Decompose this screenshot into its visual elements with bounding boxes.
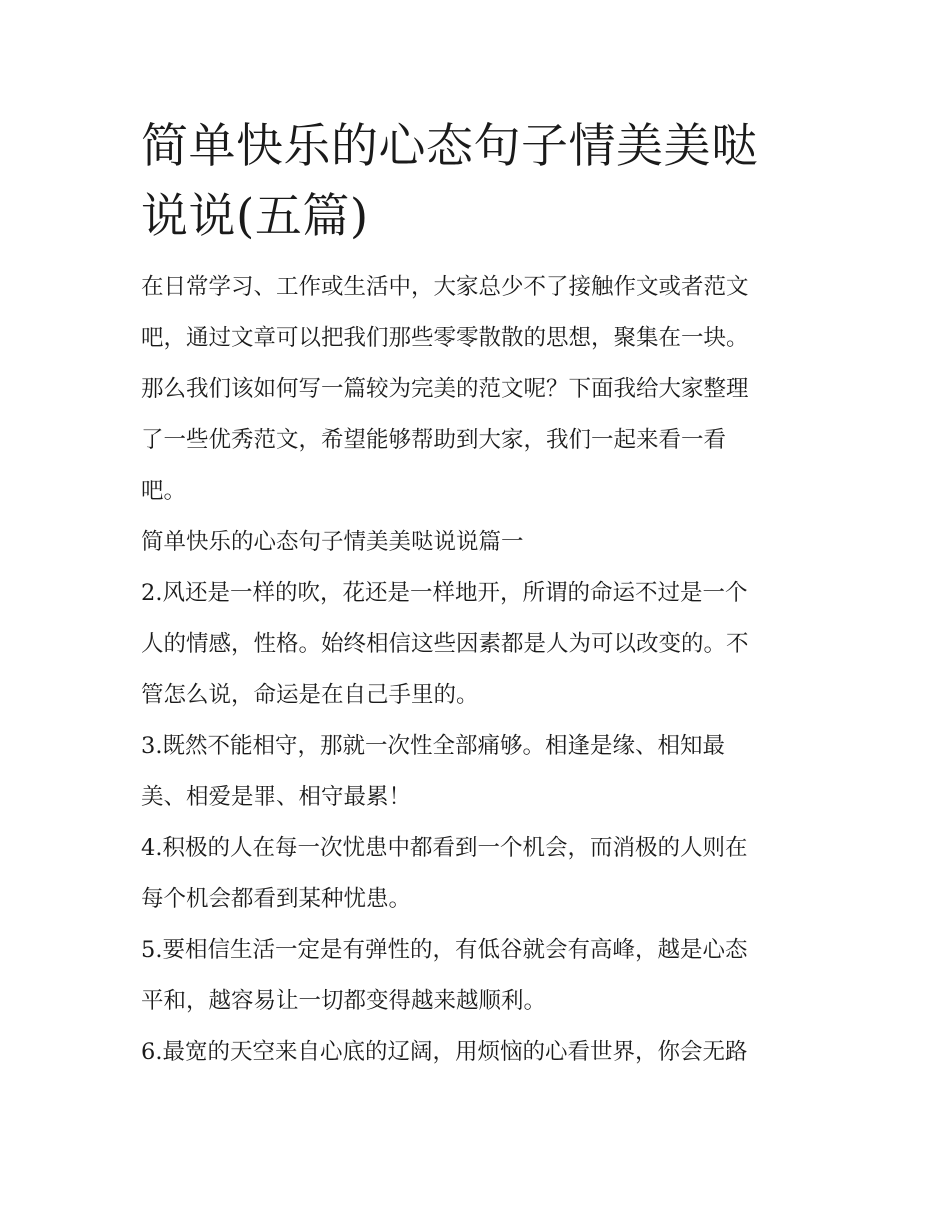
intro-paragraph	[141, 262, 813, 517]
quote-item-5	[141, 925, 813, 1027]
text-line: 管怎么说，命运是在自己手里的。	[141, 682, 479, 708]
text-line: 5.要相信生活一定是有弹性的，有低谷就会有高峰，越是心态	[141, 937, 748, 963]
section-heading	[141, 517, 813, 568]
quote-item-4	[141, 823, 813, 925]
document-title	[141, 112, 813, 252]
text-line: 2.风还是一样的吹，花还是一样地开，所谓的命运不过是一个	[141, 580, 748, 606]
title-line: 说说(五篇)	[141, 189, 369, 244]
text-line: 吧。	[141, 478, 187, 504]
text-line: 了一些优秀范文，希望能够帮助到大家，我们一起来看一看	[141, 427, 727, 453]
text-line: 平和，越容易让一切都变得越来越顺利。	[141, 988, 547, 1014]
text-line: 人的情感，性格。始终相信这些因素都是人为可以改变的。不	[141, 631, 749, 657]
document-content	[141, 112, 813, 1078]
text-line: 在日常学习、工作或生活中，大家总少不了接触作文或者范文	[141, 274, 749, 300]
title-line: 简单快乐的心态句子情美美哒	[141, 119, 759, 174]
text-line: 每个机会都看到某种忧患。	[141, 886, 412, 912]
text-line: 那么我们该如何写一篇较为完美的范文呢？下面我给大家整理	[141, 376, 749, 402]
quote-item-2	[141, 568, 813, 721]
quote-item-3	[141, 721, 813, 823]
text-line: 4.积极的人在每一次忧患中都看到一个机会，而消极的人则在	[141, 835, 748, 861]
text-line: 吧，通过文章可以把我们那些零零散散的思想，聚集在一块。	[141, 325, 749, 351]
text-line: 6.最宽的天空来自心底的辽阔，用烦恼的心看世界，你会无路	[141, 1039, 748, 1065]
quote-item-6	[141, 1027, 813, 1078]
text-line: 3.既然不能相守，那就一次性全部痛够。相逢是缘、相知最	[141, 733, 725, 759]
text-line: 简单快乐的心态句子情美美哒说说篇一	[141, 529, 524, 555]
text-line: 美、相爱是罪、相守最累！	[141, 784, 412, 810]
